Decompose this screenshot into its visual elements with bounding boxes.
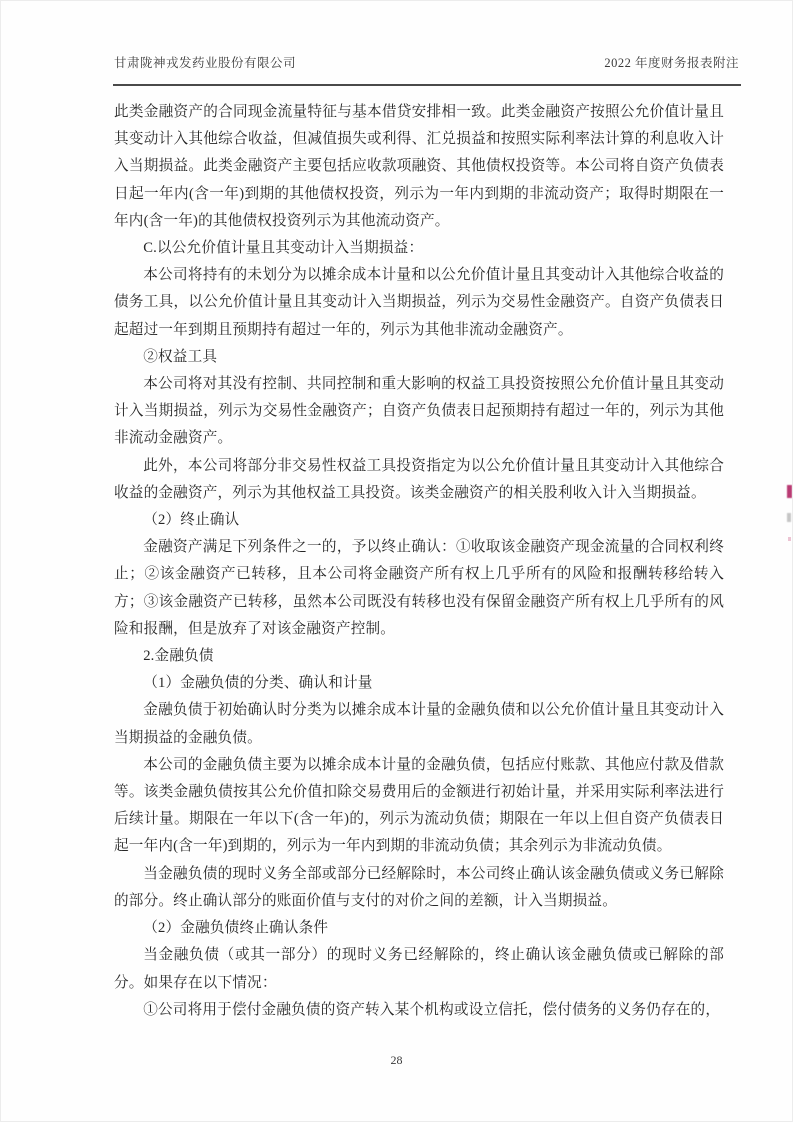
- document-body: [114, 99, 724, 1024]
- paragraph: ②权益工具: [143, 348, 218, 365]
- paragraph: C.以公允价值计量且其变动计入当期损益：: [143, 240, 424, 257]
- page-number: 28: [390, 1053, 403, 1067]
- header-divider: [113, 84, 741, 86]
- page-header: [114, 53, 739, 71]
- paragraph: 本公司将对其没有控制、共同控制和重大影响的权益工具投资按照公允价值计量且其变动计入当期损益，列示为交易性金融资产；自资产负债表日起预期持有超过一年的，列示为其他非流动金融资产。: [114, 376, 724, 447]
- scan-artifact-pink-mark: [787, 485, 792, 498]
- company-name: 甘肃陇神戎发药业股份有限公司: [114, 56, 297, 70]
- paragraph: ①公司将用于偿付金融负债的资产转入某个机构或设立信托，偿付债务的义务仍存在的，: [143, 1001, 721, 1018]
- page-footer: [1, 1053, 792, 1068]
- paragraph: 本公司的金融负债主要为以摊余成本计量的金融负债，包括应付账款、其他应付款及借款等。该类金融负债按其公允价值扣除交易费用后的金额进行初始计量，并采用实际利率法进行后续计量。期限在一年以下(含一年)的，列示为流动负债；期限在一年以上但自资产负债表日起一年内(含一年)到期的，列示为一年内到期的非流动负债；其余列示为非流动负债。: [114, 756, 724, 855]
- paragraph: 金融负债于初始确认时分类为以摊余成本计量的金融负债和以公允价值计量且其变动计入当期损益的金融负债。: [114, 702, 724, 746]
- paragraph: 当金融负债的现时义务全部或部分已经解除时，本公司终止确认该金融负债或义务已解除的部分。终止确认部分的账面价值与支付的对价之间的差额，计入当期损益。: [114, 865, 724, 909]
- paragraph: 此类金融资产的合同现金流量特征与基本借贷安排相一致。此类金融资产按照公允价值计量且其变动计入其他综合收益，但减值损失或利得、汇兑损益和按照实际利率法计算的利息收入计入当期损益。此类金融资产主要包括应收款项融资、其他债权投资等。本公司将自资产负债表日起一年内(含一年)到期的其他债权投资，列示为一年内到期的非流动资产；取得时期限在一年内(含一年)的其他债权投资列示为其他流动资产。: [114, 104, 724, 229]
- paragraph: 金融资产满足下列条件之一的，予以终止确认：①收取该金融资产现金流量的合同权利终止；②该金融资产已转移，且本公司将金融资产所有权上几乎所有的风险和报酬转移给转入方；③该金融资产已转移，虽然本公司既没有转移也没有保留金融资产所有权上几乎所有的风险和报酬，但是放弃了对该金融资产控制。: [114, 539, 724, 637]
- paragraph: （1）金融负债的分类、确认和计量: [143, 675, 373, 692]
- paragraph: 本公司将持有的未划分为以摊余成本计量和以公允价值计量且其变动计入其他综合收益的债务工具，以公允价值计量且其变动计入当期损益，列示为交易性金融资产。自资产负债表日起超过一年到期且预期持有超过一年的，列示为其他非流动金融资产。: [114, 267, 724, 338]
- paragraph: （2）金融负债终止确认条件: [143, 920, 329, 937]
- paragraph: 此外，本公司将部分非交易性权益工具投资指定为以公允价值计量且其变动计入其他综合收益的金融资产，列示为其他权益工具投资。该类金融资产的相关股利收入计入当期损益。: [114, 457, 724, 501]
- paragraph: 当金融负债（或其一部分）的现时义务已经解除的，终止确认该金融负债或已解除的部分。如果存在以下情况：: [114, 947, 724, 991]
- scan-artifact-dot-mark: [788, 537, 791, 541]
- scan-artifact-gray-mark: [787, 513, 791, 522]
- paragraph: 2.金融负债: [143, 648, 214, 665]
- report-title: 2022 年度财务报表附注: [604, 56, 739, 70]
- paragraph: （2）终止确认: [143, 512, 240, 529]
